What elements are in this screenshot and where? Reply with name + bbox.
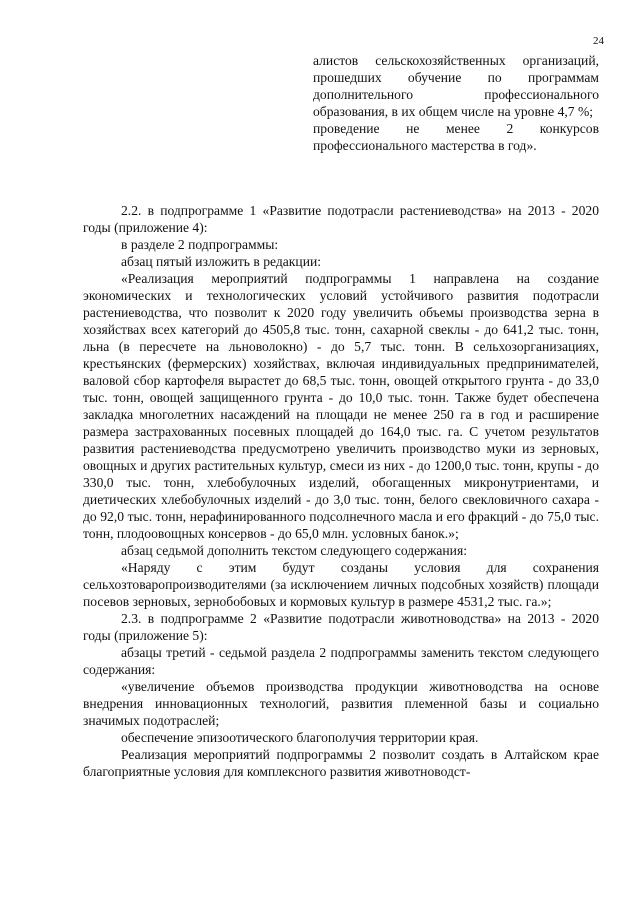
paragraph: Реализация мероприятий подпрограммы 2 позволит создать в Алтайском крае благоприятные условия для комплексного развития животноводст- (83, 747, 599, 779)
paragraph: «Реализация мероприятий подпрограммы 1 направлена на создание экономических и технологических условий устойчивого развития подотрасли растениеводства, что позволит к 2020 году увеличить объемы производства зерна в хозяйствах всех категорий до 4505,8 тыс. тонн, сахарной свеклы - до 641,2 тыс. тонн, льна (в пересчете на льноволокно) - до 5,7 тыс. тонн. В сельхозорганизациях, крестьянских (фермерских) хозяйствах, включая индивидуальных предпринимателей, валовой сбор картофеля вырастет до 68,5 тыс. тонн, овощей открытого грунта - до 33,0 тыс. тонн, овощей защищенного грунта - до 10,0 тыс. тонн. Также будет обеспечена закладка многолетних насаждений на площади не менее 250 га в год и расширение размера застрахованных посевных площадей до 164,0 тыс. га. С учетом результатов развития растениеводства предусмотрено увеличить производство муки из зерновых, овощных и других растительных культур, смеси из них - до 1200,0 тыс. тонн, крупы - до 330,0 тыс. тонн, хлебобулочных изделий, обогащенных микронутриентами, и диетических хлебобулочных изделий - до 3,0 тыс. тонн, белого свекловичного сахара - до 92,0 тыс. тонн, нерафинированного подсолнечного масла и его фракций - до 75,0 тыс. тонн, плодоовощных консервов - до 65,0 млн. условных банок.»; (83, 271, 599, 541)
quote-block (313, 52, 599, 154)
paragraph: абзац седьмой дополнить текстом следующего содержания: (121, 543, 467, 558)
main-text (83, 202, 599, 780)
paragraph: абзац пятый изложить в редакции: (121, 254, 322, 269)
paragraph: проведение не менее 2 конкурсов профессионального мастерства в год». (313, 121, 599, 153)
paragraph: 2.3. в подпрограмме 2 «Развитие подотрасли животноводства» на 2013 - 2020 годы (приложение 5): (83, 611, 599, 643)
paragraph: «увеличение объемов производства продукции животноводства на основе внедрения инновационных технологий, развития племенной базы и социально значимых подотраслей; (83, 679, 599, 728)
paragraph: алистов сельскохозяйственных организаций, прошедших обучение по программам дополнительного профессионального образования, в их общем числе на уровне 4,7 %; (313, 53, 599, 119)
paragraph: «Наряду с этим будут созданы условия для сохранения сельхозтоваропроизводителями (за исключением личных подсобных хозяйств) площади посевов зерновых, зернобобовых и кормовых культур в размере 4531,2 тыс. га.»; (83, 560, 599, 609)
paragraph: в разделе 2 подпрограммы: (121, 237, 279, 252)
page-number: 24 (593, 35, 604, 47)
paragraph: обеспечение эпизоотического благополучия территории края. (121, 730, 479, 745)
paragraph: 2.2. в подпрограмме 1 «Развитие подотрасли растениеводства» на 2013 - 2020 годы (приложение 4): (83, 203, 599, 235)
paragraph: абзацы третий - седьмой раздела 2 подпрограммы заменить текстом следующего содержания: (83, 645, 599, 677)
